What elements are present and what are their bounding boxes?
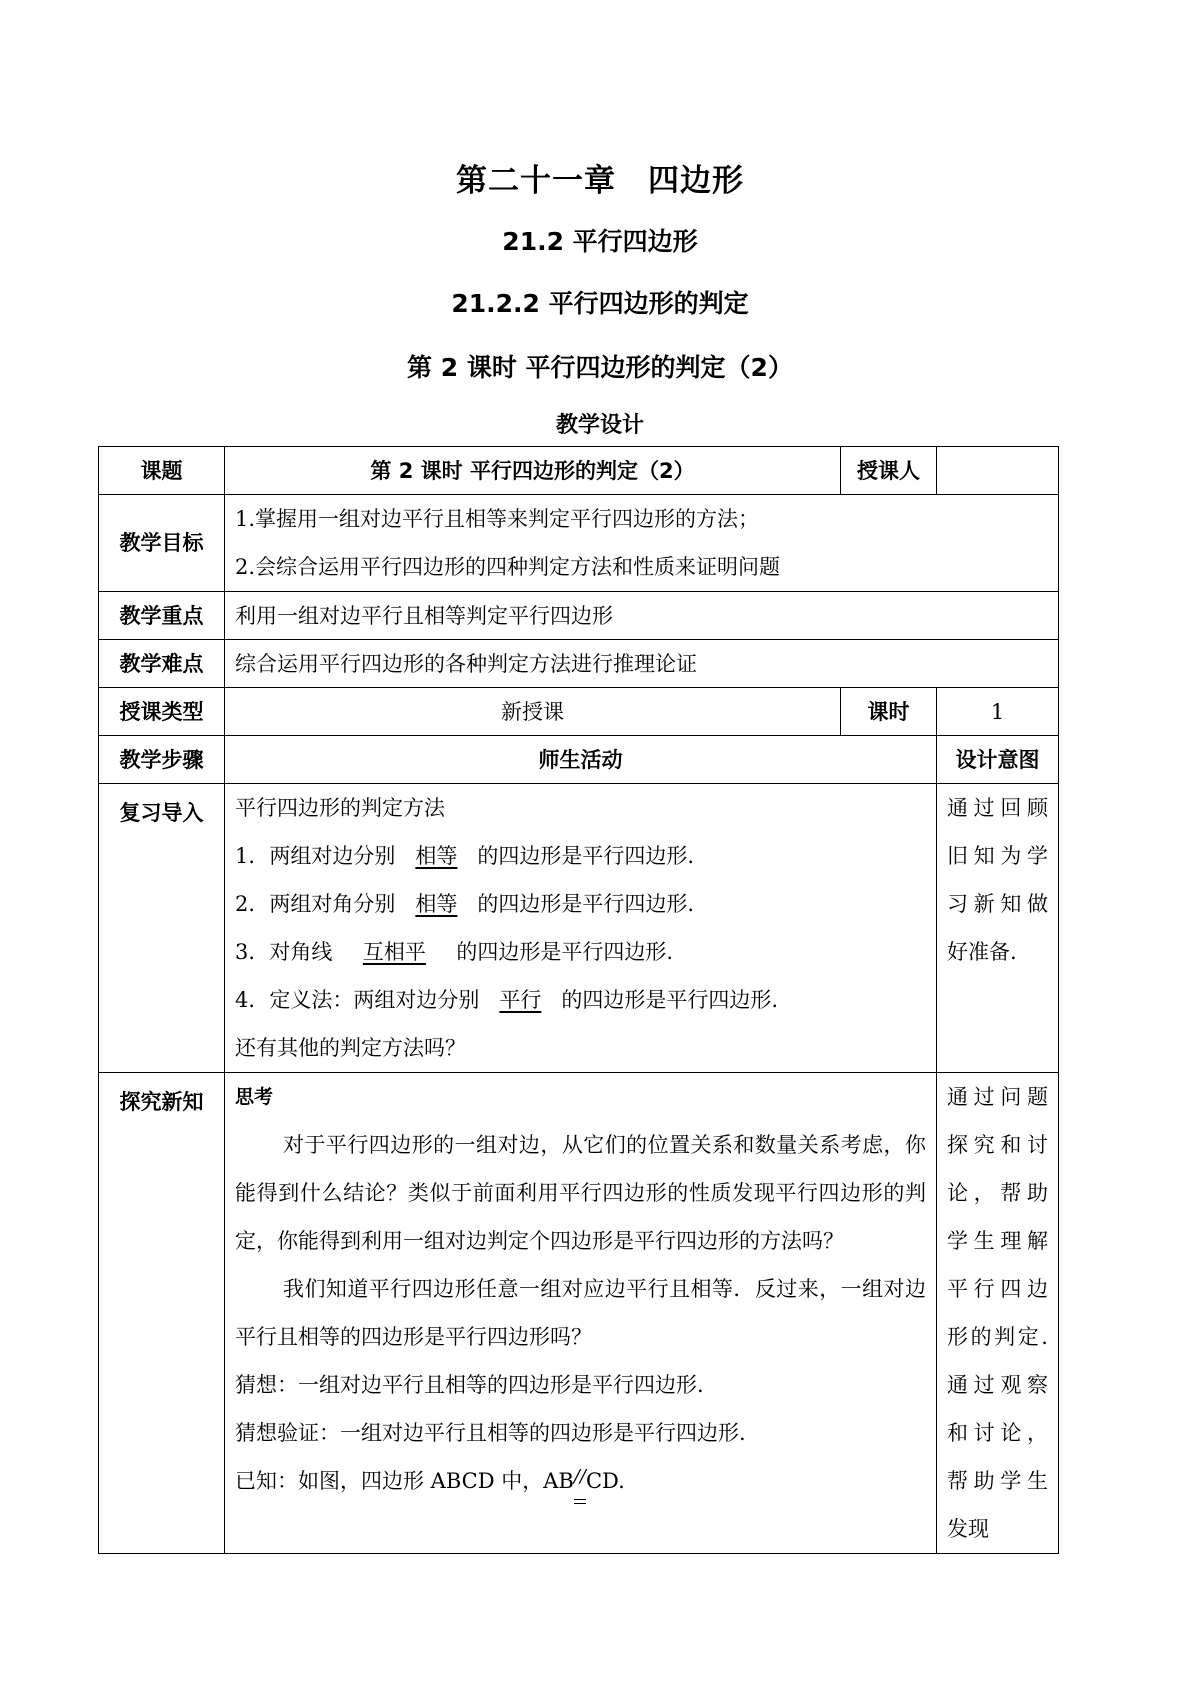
- explore-content: [225, 1073, 937, 1554]
- steps-label: 教学步骤: [99, 736, 225, 784]
- answer-blank: 相等: [415, 844, 458, 868]
- row-type: [99, 688, 1059, 736]
- review-item: 2．两组对角分别 相等 的四边形是平行四边形.: [235, 880, 926, 928]
- row-topic: [99, 447, 1059, 495]
- explore-intent: 通过问题探究和讨论，帮助学生理解平行四边形的判定.通过观察和讨论，帮助学生发现: [937, 1073, 1059, 1554]
- chapter-title: 第二十一章 四边形: [456, 163, 744, 199]
- difficulty-value: 综合运用平行四边形的各种判定方法进行推理论证: [225, 640, 1059, 688]
- review-item: 3．对角线 互相平 的四边形是平行四边形.: [235, 928, 926, 976]
- lesson-plan-table: [98, 446, 1059, 1554]
- review-intent: 通过回顾旧知为学习新知做好准备.: [937, 784, 1059, 1073]
- review-content: [225, 784, 937, 1073]
- row-explore: [99, 1073, 1059, 1554]
- answer-blank: 互相平: [362, 940, 426, 964]
- doc-type-title: 教学设计: [555, 413, 644, 438]
- explore-paragraph: 对于平行四边形的一组对边，从它们的位置关系和数量关系考虑，你能得到什么结论？类似于前面利用平行四边形的性质发现平行四边形的判定，你能得到利用一组对边判定个四边形是平行四边形的方法吗？: [235, 1133, 926, 1253]
- subsection-title: 21.2.2 平行四边形的判定: [451, 289, 749, 318]
- explore-paragraph: 我们知道平行四边形任意一组对应边平行且相等．反过来，一组对边平行且相等的四边形是平行四边形吗？: [235, 1277, 926, 1349]
- intent-header: 设计意图: [937, 736, 1059, 784]
- type-label: 授课类型: [99, 688, 225, 736]
- answer-blank: 平行: [499, 988, 542, 1012]
- review-item: 4．定义法：两组对边分别 平行 的四边形是平行四边形.: [235, 976, 926, 1024]
- parallel-equal-symbol: //: [574, 1457, 586, 1507]
- hours-value: 1: [937, 688, 1059, 736]
- teacher-value: [937, 447, 1059, 495]
- key-label: 教学重点: [99, 592, 225, 640]
- review-question: 还有其他的判定方法吗？: [235, 1036, 466, 1060]
- row-header: [99, 736, 1059, 784]
- hours-label: 课时: [841, 688, 937, 736]
- given-line: 已知：如图，四边形 ABCD 中，AB// CD.: [235, 1457, 926, 1507]
- review-label: 复习导入: [99, 784, 225, 1073]
- lesson-title: 第 2 课时 平行四边形的判定（2）: [407, 353, 793, 382]
- teacher-label: 授课人: [841, 447, 937, 495]
- goals-label: 教学目标: [99, 495, 225, 592]
- verify-line: 猜想验证：一组对边平行且相等的四边形是平行四边形.: [235, 1421, 746, 1445]
- row-difficulty: [99, 640, 1059, 688]
- row-key: [99, 592, 1059, 640]
- row-review: [99, 784, 1059, 1073]
- review-item: 1．两组对边分别 相等 的四边形是平行四边形.: [235, 832, 926, 880]
- think-heading: 思考: [235, 1086, 274, 1108]
- row-goals: [99, 495, 1059, 592]
- activity-header: 师生活动: [225, 736, 937, 784]
- goal-item: 2.会综合运用平行四边形的四种判定方法和性质来证明问题: [235, 555, 781, 579]
- answer-blank: 相等: [415, 892, 458, 916]
- type-value: 新授课: [225, 688, 841, 736]
- review-title: 平行四边形的判定方法: [235, 796, 445, 820]
- explore-label: 探究新知: [99, 1073, 225, 1554]
- goals-content: [225, 495, 1059, 592]
- key-value: 利用一组对边平行且相等判定平行四边形: [225, 592, 1059, 640]
- difficulty-label: 教学难点: [99, 640, 225, 688]
- goal-item: 1.掌握用一组对边平行且相等来判定平行四边形的方法；: [235, 507, 760, 531]
- topic-value: 第 2 课时 平行四边形的判定（2）: [225, 447, 841, 495]
- topic-label: 课题: [99, 447, 225, 495]
- guess-line: 猜想：一组对边平行且相等的四边形是平行四边形.: [235, 1373, 704, 1397]
- section-title: 21.2 平行四边形: [502, 227, 698, 256]
